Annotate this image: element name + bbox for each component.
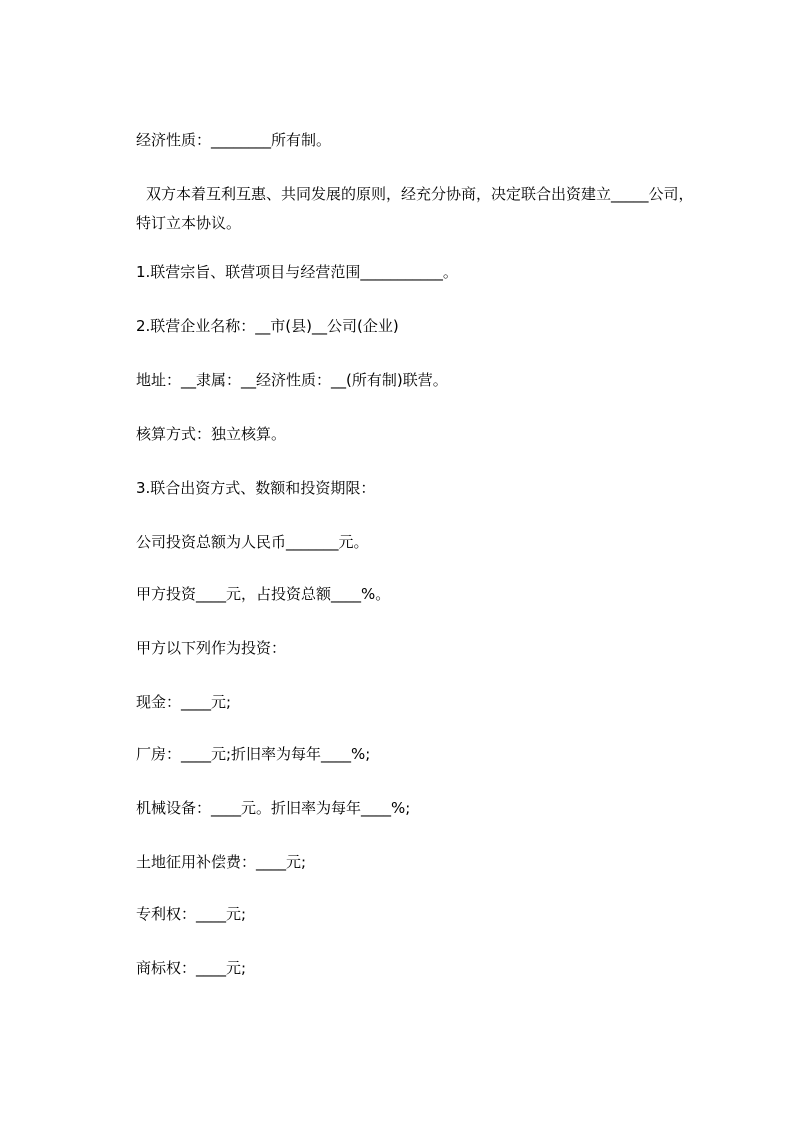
accounting-method-line: 核算方式：独立核算。: [136, 425, 287, 443]
patent-line: 专利权：____元;: [136, 905, 247, 923]
land-compensation-line: 土地征用补偿费：____元;: [136, 853, 307, 871]
economic-nature-line: 经济性质：________所有制。: [136, 131, 332, 149]
party-a-items-heading: 甲方以下列作为投资：: [136, 639, 287, 657]
party-a-investment-line: 甲方投资____元，占投资总额____%。: [136, 585, 391, 603]
clause-3-investment: 3.联合出资方式、数额和投资期限：: [136, 479, 376, 497]
trademark-line: 商标权：____元;: [136, 959, 247, 977]
agreement-intro-paragraph: 双方本着互利互惠、共同发展的原则，经充分协商，决定联合出资建立_____公司，特订立本协议。: [136, 185, 694, 232]
factory-line: 厂房：____元;折旧率为每年____%;: [136, 745, 371, 763]
clause-2-enterprise-name: 2.联营企业名称：__市(县)__公司(企业): [136, 317, 399, 335]
cash-line: 现金：____元;: [136, 693, 232, 711]
machinery-line: 机械设备：____元。折旧率为每年____%;: [136, 799, 411, 817]
address-line: 地址：__隶属：__经济性质：__(所有制)联营。: [136, 371, 448, 389]
clause-1-purpose: 1.联营宗旨、联营项目与经营范围___________。: [136, 263, 458, 281]
total-investment-line: 公司投资总额为人民币_______元。: [136, 533, 369, 551]
